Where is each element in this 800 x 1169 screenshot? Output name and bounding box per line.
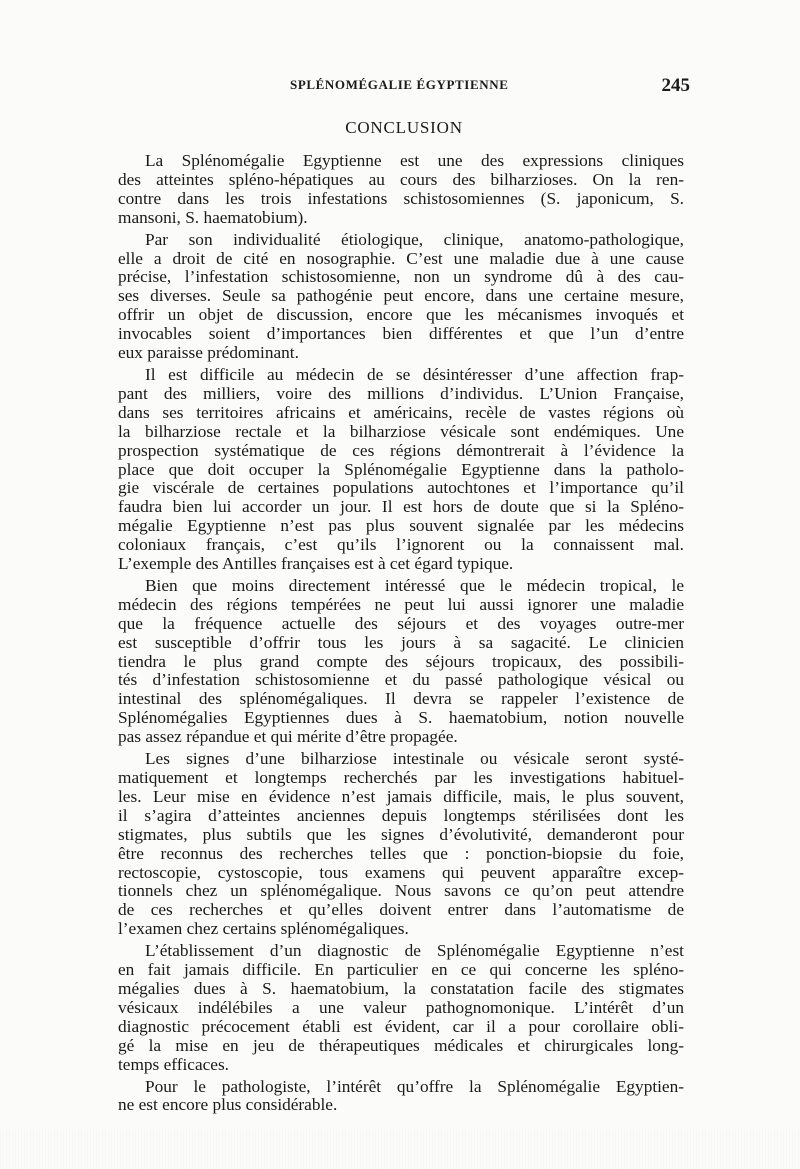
text-line: en fait jamais difficile. En particulier en ce qui concerne les spléno- (118, 960, 684, 980)
text-line: place que doit occuper la Splénomégalie Egyptienne dans la patholo- (118, 459, 684, 479)
paragraph (118, 152, 684, 228)
text-line: contre dans les trois infestations schistosomiennes (S. japonicum, S. (118, 188, 684, 208)
text-line: diagnostic précocement établi est évident, car il a pour corollaire obli- (118, 1016, 684, 1036)
text-line: tiendra le plus grand compte des séjours tropicaux, des possibili- (118, 651, 684, 671)
text-line: temps efficaces. (118, 1054, 229, 1074)
text-line: ses diverses. Seule sa pathogénie peut encore, dans une certaine mesure, (118, 286, 684, 306)
text-line: pant des milliers, voire des millions d’individus. L’Union Française, (118, 383, 684, 403)
text-line: mégalie Egyptienne n’est pas plus souvent signalée par les médecins (118, 516, 684, 536)
text-line: l’examen chez certains splénomégaliques. (118, 919, 409, 939)
text-line: matiquement et longtemps recherchés par les investigations habituel- (118, 768, 684, 787)
section-heading: CONCLUSION (345, 118, 463, 137)
text-line: coloniaux français, c’est qu’ils l’ignorent ou la connaissent mal. (118, 535, 684, 555)
text-line: les. Leur mise en évidence n’est jamais difficile, mais, le plus souvent, (118, 786, 684, 806)
text-line: L’exemple des Antilles françaises est à cet égard typique. (118, 554, 514, 574)
text-line: L’établissement d’un diagnostic de Splénomégalie Egyptienne n’est (145, 941, 684, 961)
text-line: il s’agira d’atteintes anciennes depuis longtemps stérilisées dont les (118, 805, 684, 825)
page-number: 245 (661, 75, 690, 96)
text-line: pas assez répandue et qui mérite d’être propagée. (118, 727, 458, 747)
text-line: Il est difficile au médecin de se désintéresser d’une affection frap- (145, 364, 684, 384)
text-line: ne est encore plus considérable. (118, 1095, 338, 1115)
text-line: précise, l’infestation schistosomienne, non un syndrome dû à des cau- (118, 267, 684, 287)
text-line: vésicaux indélébiles a une valeur pathognomonique. L’intérêt d’un (118, 997, 684, 1017)
text-line: stigmates, plus subtils que les signes d’évolutivité, demanderont pour (118, 824, 684, 844)
text-line: Splénomégalies Egyptiennes dues à S. haematobium, notion nouvelle (118, 708, 684, 728)
text-line: prospection systématique de ces régions démontrerait à l’évidence la (118, 440, 684, 460)
paragraph (118, 366, 684, 574)
text-line: eux paraisse prédominant. (118, 343, 299, 363)
text-line: que la fréquence actuelle des séjours et des voyages outre-mer (118, 613, 684, 633)
text-line: gé la mise en jeu de thérapeutiques médicales et chirurgicales long- (118, 1035, 684, 1055)
text-line: dans ses territoires africains et américains, recèle de vastes régions où (118, 402, 684, 422)
text-line: tés d’infestation schistosomienne et du passé pathologique vésical ou (118, 670, 684, 690)
text-line: mégalies dues à S. haematobium, la constatation facile des stigmates (118, 978, 684, 998)
text-line: faudra bien lui accorder un jour. Il est hors de doute que si la Spléno- (118, 497, 684, 517)
text-line: être reconnus des recherches telles que : ponction-biopsie du foie, (118, 843, 684, 863)
text-line: Les signes d’une bilharziose intestinale ou vésicale seront systé- (145, 749, 684, 769)
text-line: tionnels chez un splénomégalique. Nous savons ce qu’on peut attendre (118, 881, 684, 901)
text-line: des atteintes spléno-hépatiques au cours des bilharzioses. On la ren- (118, 169, 684, 189)
text-line: médecin des régions tempérées ne peut lui aussi ignorer une maladie (118, 594, 684, 614)
paragraph (118, 1078, 684, 1116)
running-title: SPLÉNOMÉGALIE ÉGYPTIENNE (290, 77, 509, 92)
paragraph (118, 577, 684, 747)
text-line: elle a droit de cité en nosographie. C’est une maladie due à une cause (118, 248, 684, 268)
text-line: invocables soient d’importances bien différentes et que l’un d’entre (118, 324, 684, 344)
body-text (118, 152, 684, 1115)
paragraph (118, 231, 684, 363)
text-line: gie viscérale de certaines populations autochtones et l’importance qu’il (118, 478, 684, 498)
paragraph (118, 750, 684, 939)
scan-texture (0, 1129, 800, 1169)
text-line: mansoni, S. haematobium). (118, 207, 308, 227)
text-line: offrir un objet de discussion, encore que les mécanismes invoqués et (118, 305, 684, 325)
text-line: de ces recherches et qu’elles doivent entrer dans l’automatisme de (118, 900, 684, 920)
text-line: rectoscopie, cystoscopie, tous examens qui peuvent apparaître excep- (118, 862, 684, 882)
text-line: Par son individualité étiologique, clinique, anatomo-pathologique, (145, 229, 684, 249)
text-line: Bien que moins directement intéressé que le médecin tropical, le (145, 575, 684, 595)
text-line: la bilharziose rectale et la bilharziose vésicale sont endémiques. Une (118, 421, 684, 441)
text-line: est susceptible d’offrir tous les jours à sa sagacité. Le clinicien (118, 632, 684, 652)
text-line: Pour le pathologiste, l’intérêt qu’offre la Splénomégalie Egyptien- (145, 1076, 684, 1096)
running-header (118, 75, 690, 97)
paragraph (118, 942, 684, 1074)
text-line: La Splénomégalie Egyptienne est une des expressions cliniques (145, 151, 684, 170)
text-line: intestinal des splénomégaliques. Il devra se rappeler l’existence de (118, 689, 684, 709)
